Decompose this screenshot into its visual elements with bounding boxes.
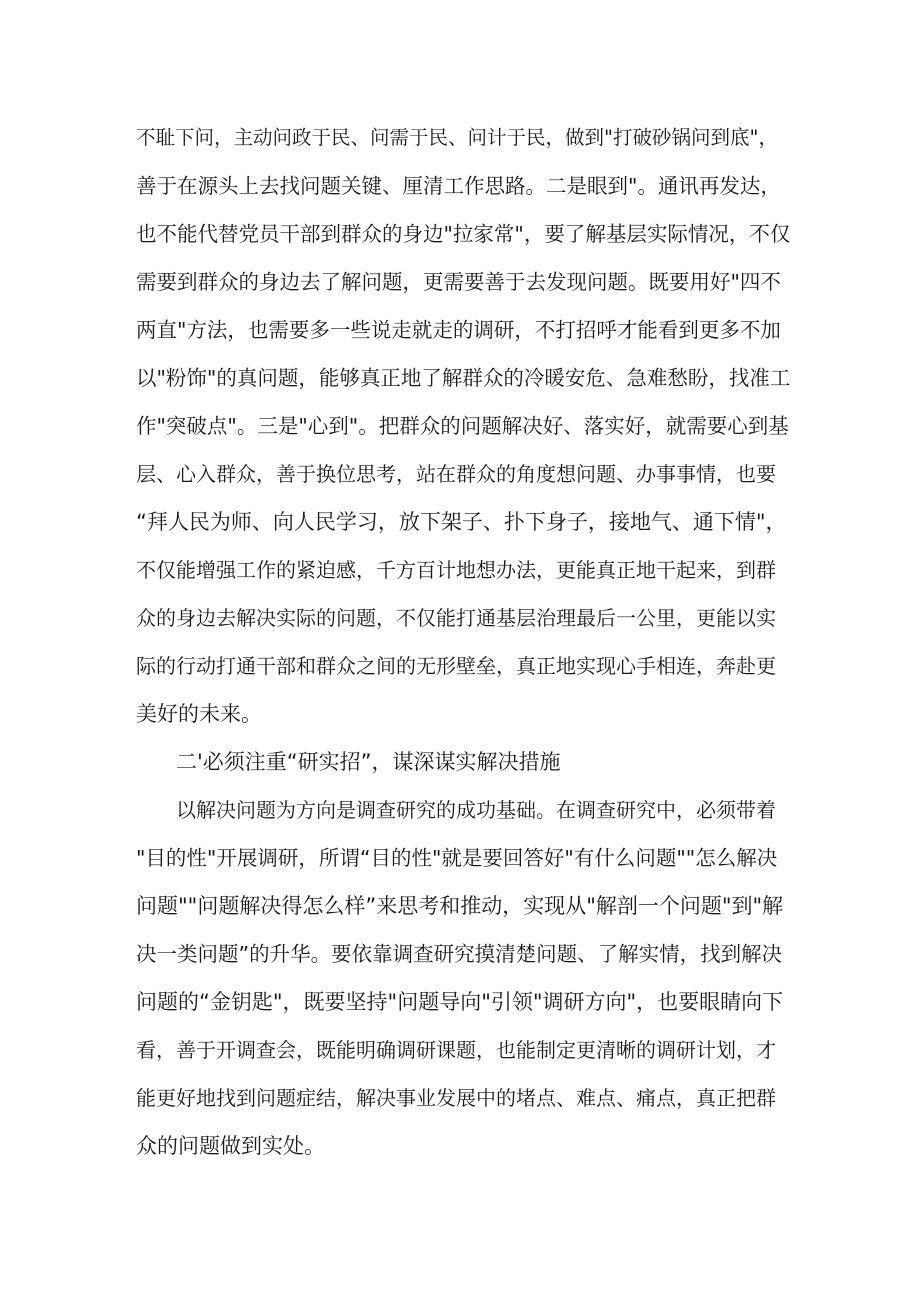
paragraph-line: 能更好地找到问题症结，解决事业发展中的堵点、难点、痛点，真正把群 (136, 1086, 776, 1110)
paragraph-line: 不仅能增强工作的紧迫感，千方百计地想办法，更能真正地干起来，到群 (136, 558, 776, 582)
paragraph-line: 众的问题做到实处。 (136, 1134, 325, 1158)
paragraph-line: 善于在源头上去找问题关键、厘清工作思路。二是眼到"。通讯再发达， (136, 174, 781, 198)
paragraph-line: 际的行动打通干部和群众之间的无形壁垒，真正地实现心手相连，奔赴更 (136, 654, 776, 678)
paragraph-line: 以解决问题为方向是调查研究的成功基础。在调查研究中，必须带着 (176, 798, 776, 822)
paragraph-line: 需要到群众的身边去了解问题，更需要善于去发现问题。既要用好"四不 (136, 270, 781, 294)
paragraph-line: 问题的“金钥匙"，既要坚持"问题导向"引领"调研方向"，也要眼睛向下 (136, 990, 784, 1014)
paragraph-line: 美好的未来。 (136, 702, 262, 726)
paragraph-line: "目的性"开展调研，所谓“目的性"就是要回答好"有什么问题""怎么解决 (136, 846, 778, 870)
paragraph-line: 层、心入群众，善于换位思考，站在群众的角度想问题、办事事情，也要 (136, 462, 776, 486)
paragraph-line: 以"粉饰"的真问题，能够真正地了解群众的冷暖安危、急难愁盼，找准工 (136, 366, 791, 390)
paragraph-line: 看，善于开调查会，既能明确调研课题，也能制定更清晰的调研计划，才 (136, 1038, 776, 1062)
paragraph-line: 众的身边去解决实际的问题，不仅能打通基层治理最后一公里，更能以实 (136, 606, 776, 630)
paragraph-line: 问题""问题解决得怎么样”来思考和推动，实现从"解剖一个问题"到"解 (136, 894, 784, 918)
paragraph-line: 不耻下问，主动问政于民、问需于民、问计于民，做到"打破砂锅问到底"， (136, 126, 778, 149)
paragraph-line: “拜人民为师、向人民学习，放下架子、扑下身子，接地气、通下情"， (136, 510, 787, 534)
section-heading: 二'必须注重“研实招”，谋深谋实解决措施 (176, 750, 561, 774)
paragraph-line: 决一类问题”的升华。要依靠调查研究摸清楚问题、了解实情，找到解决 (136, 942, 783, 966)
paragraph-line: 两直"方法，也需要多一些说走就走的调研，不打招呼才能看到更多不加 (136, 318, 781, 342)
paragraph-line: 作"突破点"。三是"心到"。把群众的问题解决好、落实好，就需要心到基 (136, 414, 789, 438)
paragraph-line: 也不能代替党员干部到群众的身边"拉家常"，要了解基层实际情况，不仅 (136, 222, 791, 246)
